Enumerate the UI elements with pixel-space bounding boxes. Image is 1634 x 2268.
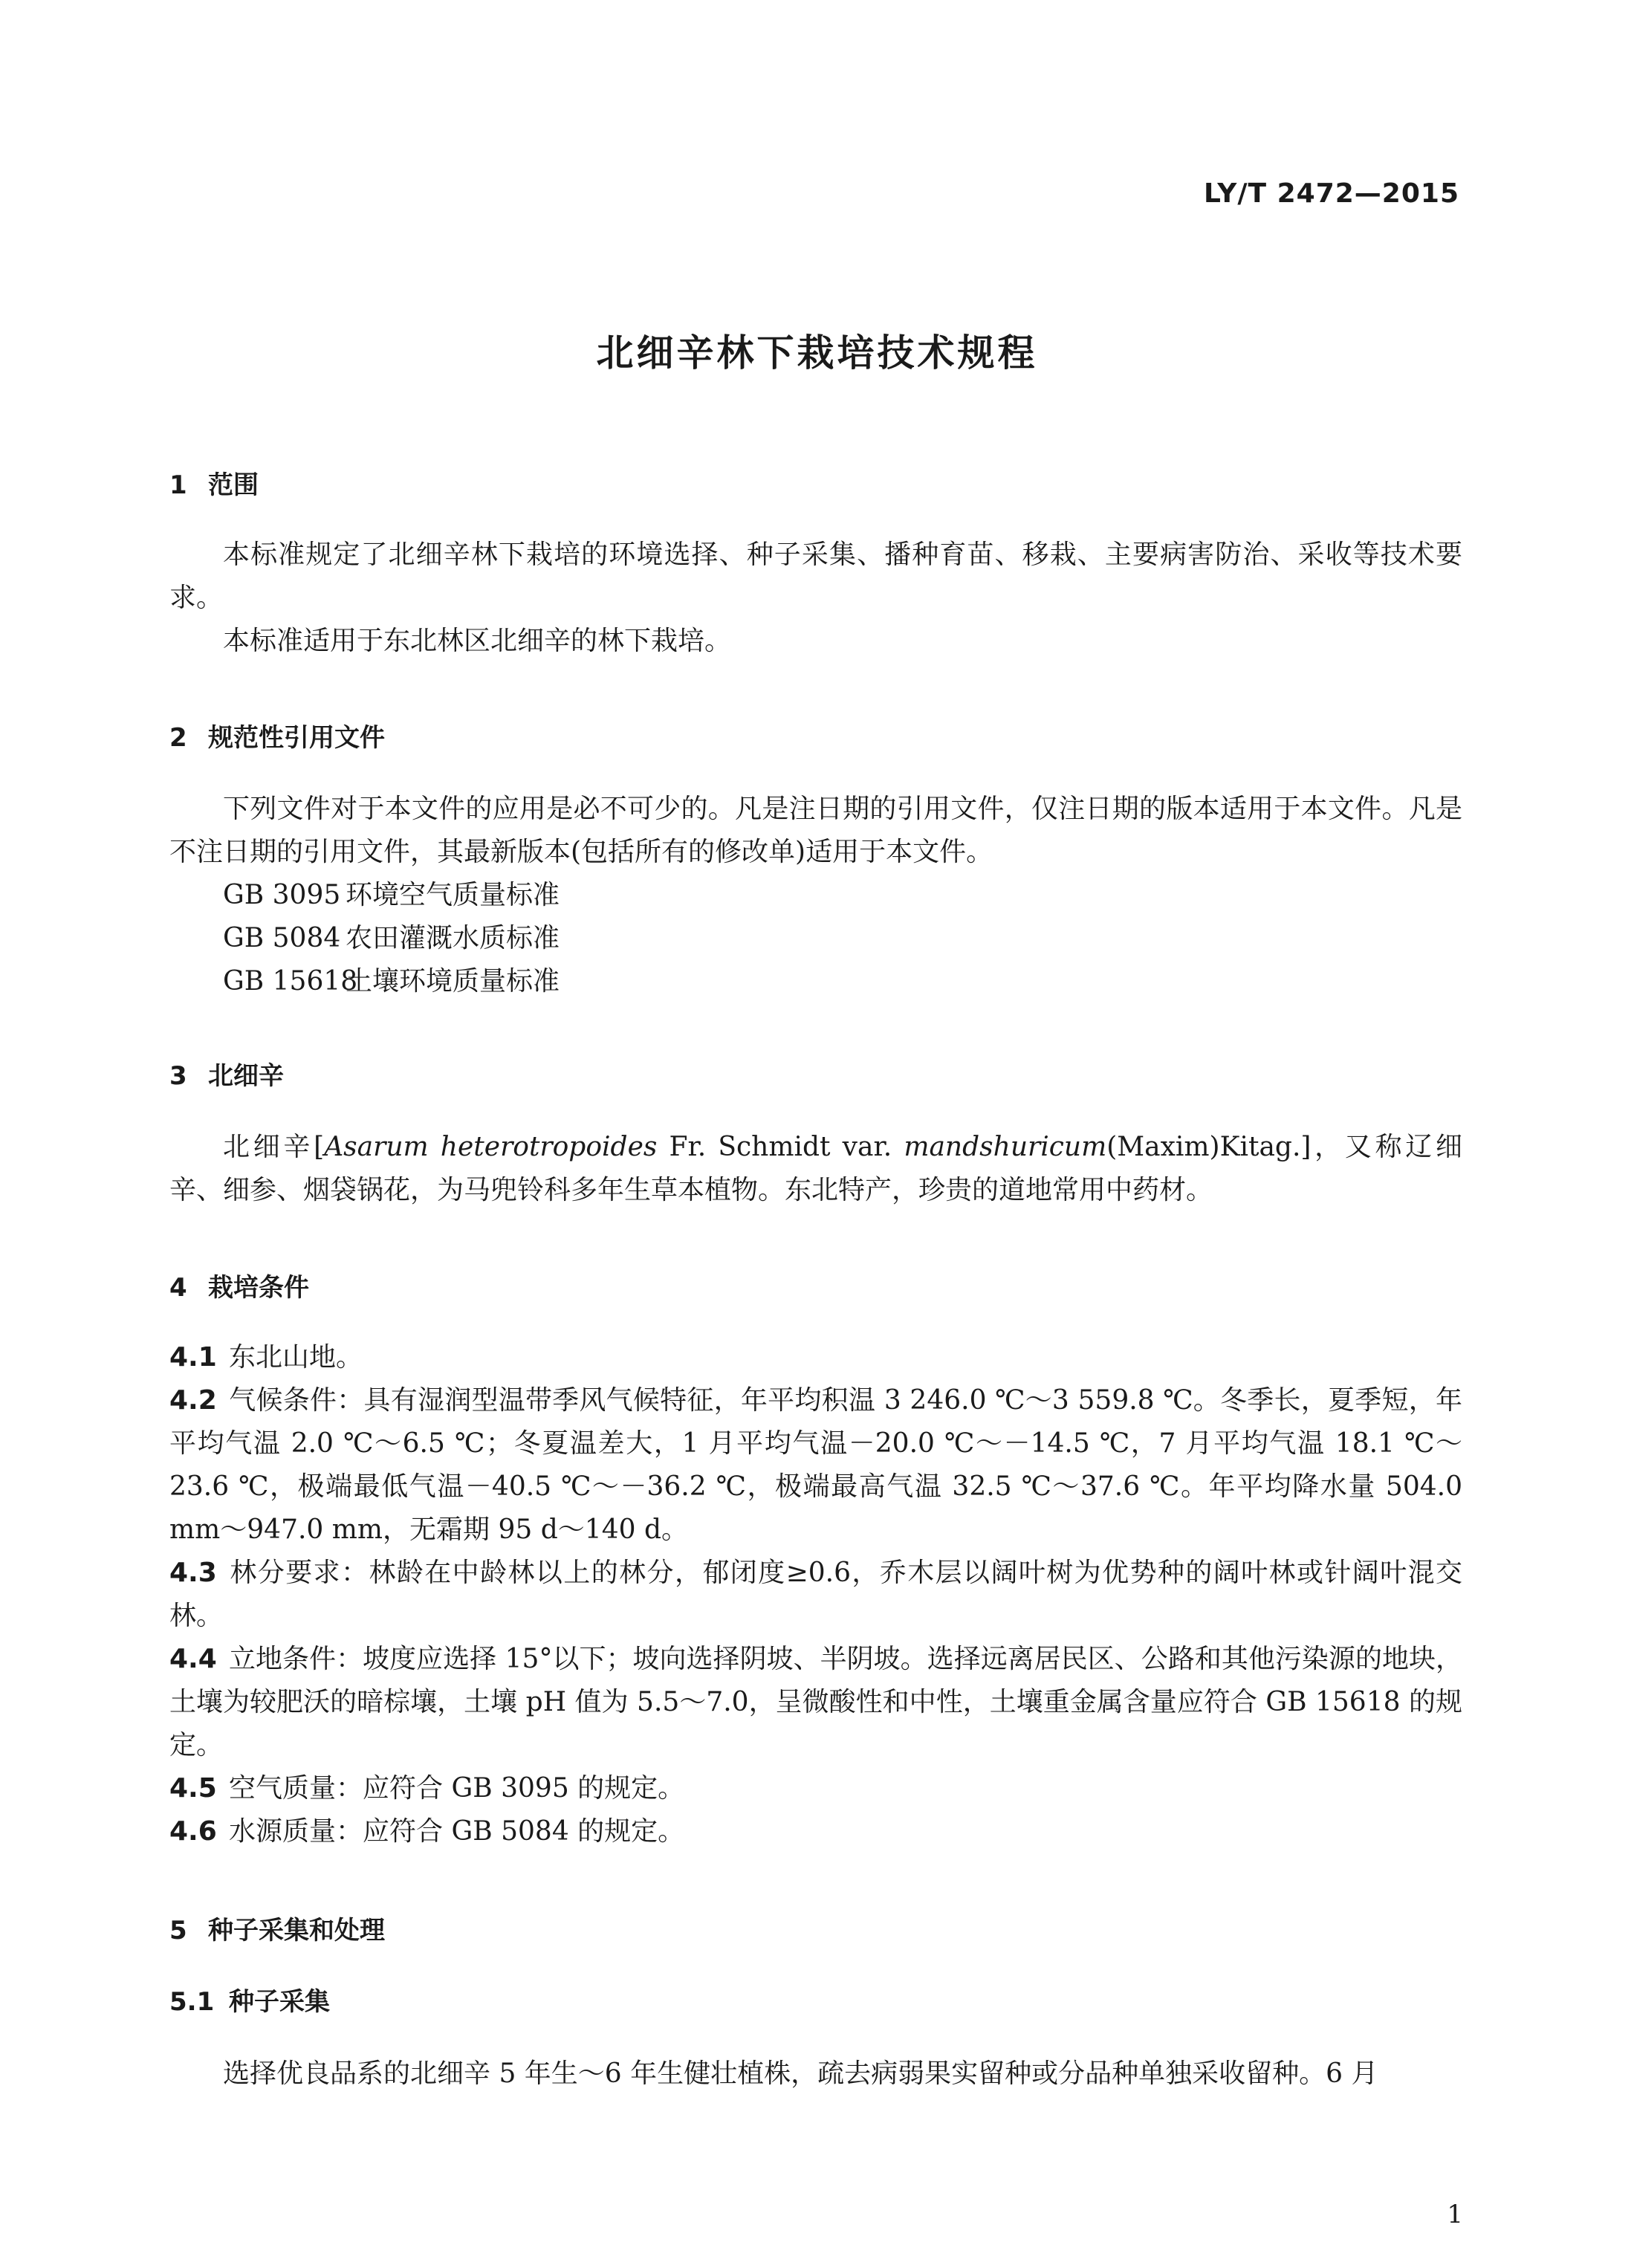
section-number: 3	[169, 1061, 187, 1091]
text-run: Fr. Schmidt var.	[657, 1132, 904, 1162]
scientific-name-variety: mandshuricum	[904, 1132, 1107, 1162]
reference-name: 农田灌溉水质标准	[346, 923, 560, 953]
section-title: 范围	[208, 470, 259, 500]
reference-item	[223, 960, 560, 1003]
section-3-heading	[169, 1055, 284, 1092]
normative-reference-list	[223, 874, 560, 1003]
reference-code: GB 5084	[223, 923, 341, 953]
subsection-number: 5.1	[169, 1987, 215, 2017]
section-1-paragraph-1: 本标准规定了北细辛林下栽培的环境选择、种子采集、播种育苗、移栽、主要病害防治、采收等技术要求。	[169, 540, 1462, 613]
clause-number: 4.4	[169, 1644, 217, 1674]
section-number: 1	[169, 470, 187, 500]
clause-4-5	[169, 1767, 1462, 1810]
clause-4-3	[169, 1552, 1462, 1638]
reference-name: 土壤环境质量标准	[346, 966, 560, 997]
section-2-paragraph-1: 下列文件对于本文件的应用是必不可少的。凡是注日期的引用文件，仅注日期的版本适用于本文件。凡是不注日期的引用文件，其最新版本(包括所有的修改单)适用于本文件。	[169, 794, 1462, 867]
section-number: 5	[169, 1916, 187, 1945]
subsection-5-1-heading	[169, 1981, 330, 2018]
clause-number: 4.3	[169, 1558, 217, 1588]
reference-code: GB 3095	[223, 880, 341, 910]
clause-text: 东北山地。	[229, 1342, 363, 1373]
section-title: 栽培条件	[208, 1273, 309, 1303]
clause-text: 立地条件：坡度应选择 15°以下；坡向选择阴坡、半阴坡。选择远离居民区、公路和其他污染源的地块，土壤为较肥沃的暗棕壤，土壤 pH 值为 5.5～7.0，呈微酸性和中性，土壤重金属含量应符合 GB 15618 的规定。	[169, 1644, 1462, 1760]
clause-number: 4.1	[169, 1342, 217, 1373]
section-5-heading	[169, 1910, 385, 1946]
clause-4-1	[169, 1336, 1462, 1379]
subsection-title: 种子采集	[229, 1987, 330, 2017]
section-1-heading	[169, 464, 259, 501]
clause-number: 4.2	[169, 1385, 217, 1416]
page-number: 1	[1447, 2200, 1463, 2229]
text-run: 北细辛[	[223, 1132, 325, 1162]
section-title: 种子采集和处理	[208, 1916, 385, 1945]
section-title: 北细辛	[208, 1061, 284, 1091]
section-4-heading	[169, 1267, 309, 1303]
clause-number: 4.6	[169, 1816, 217, 1847]
scientific-name-genus-species: Asarum heterotropoides	[324, 1132, 658, 1162]
section-3-paragraph	[169, 1126, 1462, 1212]
clause-4-2	[169, 1379, 1462, 1552]
clause-text: 空气质量：应符合 GB 3095 的规定。	[229, 1773, 685, 1804]
reference-item	[223, 874, 560, 917]
section-number: 4	[169, 1273, 187, 1303]
document-title: 北细辛林下栽培技术规程	[596, 331, 1038, 375]
section-number: 2	[169, 723, 187, 753]
reference-code: GB 15618	[223, 966, 358, 997]
section-2-heading	[169, 717, 385, 754]
clause-text: 气候条件：具有湿润型温带季风气候特征，年平均积温 3 246.0 ℃～3 559.8 ℃。冬季长，夏季短，年平均气温 2.0 ℃～6.5 ℃；冬夏温差大，1 月平均气温－20.0 ℃～－14.5 ℃，7 月平均气温 18.1 ℃～23.6 ℃，极端最低气温－40.5 ℃～－36.2 ℃，极端最高气温 32.5 ℃～37.6 ℃。年平均降水量 504.0 mm～947.0 mm，无霜期 95 d～140 d。	[169, 1385, 1462, 1545]
text-run: (Maxim)Kitag.]，又称辽细辛、细参、烟袋锅花，为马兜铃科多年生草本植物。东北特产，珍贵的道地常用中药材。	[169, 1132, 1463, 1205]
clause-number: 4.5	[169, 1773, 217, 1804]
standard-code: LY/T 2472—2015	[1203, 178, 1459, 209]
clause-4-4	[169, 1638, 1462, 1767]
clause-text: 林分要求：林龄在中龄林以上的林分，郁闭度≥0.6，乔木层以阔叶树为优势种的阔叶林或针阔叶混交林。	[169, 1558, 1462, 1631]
reference-item	[223, 917, 560, 960]
reference-name: 环境空气质量标准	[346, 880, 560, 910]
section-title: 规范性引用文件	[208, 723, 385, 753]
clause-text: 水源质量：应符合 GB 5084 的规定。	[229, 1816, 685, 1847]
section-1-paragraph-2: 本标准适用于东北林区北细辛的林下栽培。	[223, 626, 732, 656]
clause-4-6	[169, 1810, 1462, 1853]
subsection-5-1-paragraph: 选择优良品系的北细辛 5 年生～6 年生健壮植株，疏去病弱果实留种或分品种单独采收留种。6 月	[223, 2058, 1378, 2089]
